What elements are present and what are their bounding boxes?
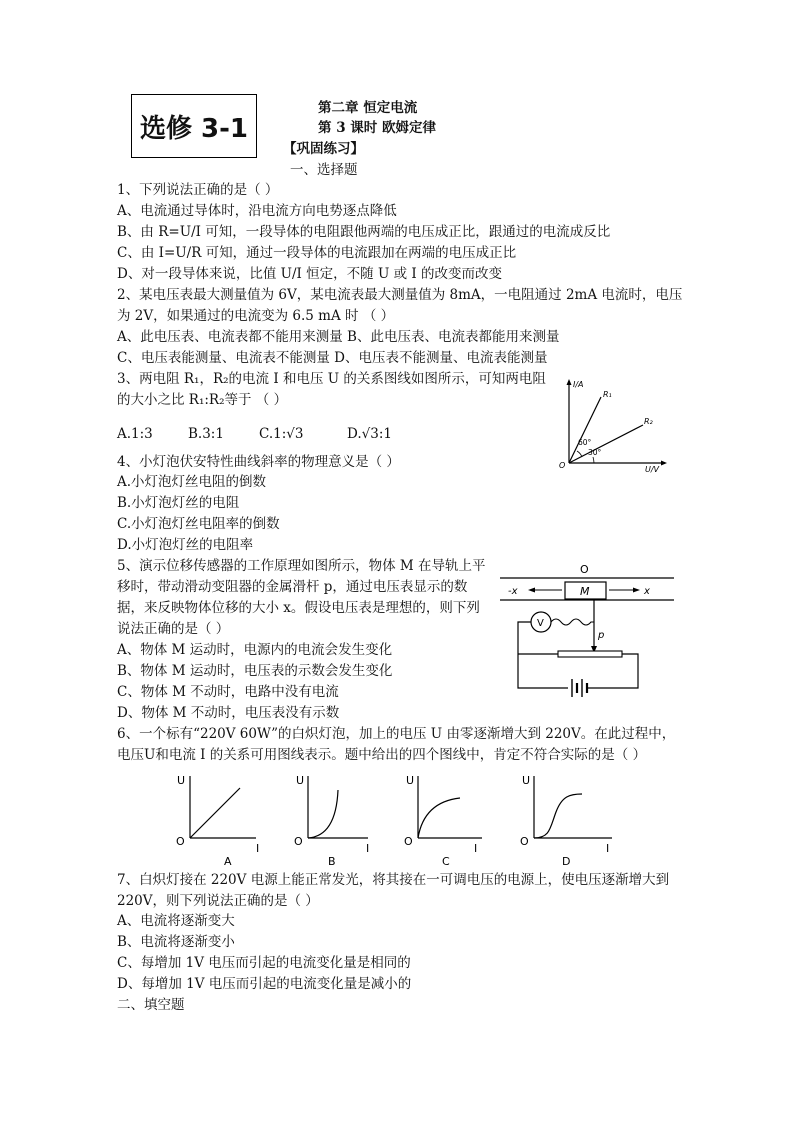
iu-y-arrow bbox=[567, 379, 572, 385]
section-1-heading: 一、选择题 bbox=[290, 162, 358, 178]
graph-a-i-label: I bbox=[256, 842, 260, 855]
graph-c-i-label: I bbox=[474, 842, 478, 855]
ui-graph-c bbox=[404, 774, 482, 868]
q6-stem-2: 电压U和电流 I 的关系可用图线表示。题中给出的四个图线中，肯定不符合实际的是（ ） bbox=[117, 747, 647, 763]
q4-stem: 4、小灯泡伏安特性曲线斜率的物理意义是（ ） bbox=[117, 454, 400, 470]
wire-right bbox=[588, 654, 638, 688]
iu-r2-label: R₂ bbox=[644, 417, 653, 426]
iu-angle-30-label: 30° bbox=[588, 448, 602, 457]
q3-option-a: A.1:3 bbox=[117, 426, 153, 442]
q2-options-cd: C、电压表能测量、电流表不能测量 D、电压表不能测量、电流表能测量 bbox=[117, 350, 548, 366]
q2-options-ab: A、此电压表、电流表都不能用来测量 B、此电压表、电流表都能用来测量 bbox=[117, 329, 560, 345]
q1-option-c: C、由 I=U/R 可知，通过一段导体的电流跟加在两端的电压成正比 bbox=[117, 245, 517, 261]
q4-option-c: C.小灯泡灯丝电阻率的倒数 bbox=[117, 516, 280, 532]
mass-label: M bbox=[580, 585, 590, 598]
iu-origin-label: O bbox=[559, 461, 566, 470]
graph-a-curve bbox=[190, 788, 240, 838]
graph-b-i-label: I bbox=[366, 842, 370, 855]
graph-d-letter: D bbox=[562, 855, 571, 868]
wire-voltmeter-slider bbox=[551, 619, 594, 625]
iu-r1-label: R₁ bbox=[603, 390, 612, 399]
q7-option-d: D、每增加 1V 电压而引起的电流变化量是减小的 bbox=[117, 976, 412, 992]
ui-graph-d bbox=[520, 774, 612, 868]
q4-option-a: A.小灯泡灯丝电阻的倒数 bbox=[117, 474, 267, 490]
iu-x-arrow bbox=[661, 461, 667, 466]
q1-stem: 1、下列说法正确的是（ ） bbox=[117, 182, 279, 198]
q7-stem-1: 7、白炽灯接在 220V 电源上能正常发光，将其接在一可调电压的电源上，使电压逐渐增大到 bbox=[117, 872, 670, 888]
arrow-left-head bbox=[528, 588, 535, 593]
q5-option-d: D、物体 M 不动时，电压表没有示数 bbox=[117, 705, 340, 721]
q3-option-b: B.3:1 bbox=[188, 426, 224, 442]
graph-b-curve bbox=[308, 790, 338, 838]
voltmeter-label: V bbox=[537, 618, 544, 629]
q5-option-c: C、物体 M 不动时，电路中没有电流 bbox=[117, 684, 339, 700]
graph-c-origin: O bbox=[404, 835, 413, 848]
sensor-top-label: O bbox=[580, 563, 589, 576]
pos-x-label: x bbox=[644, 586, 650, 597]
iu-y-label: I/A bbox=[573, 380, 584, 389]
q3-option-d: D.√3:1 bbox=[347, 426, 392, 442]
iu-x-label: U/V bbox=[645, 465, 660, 473]
iu-arc-30 bbox=[593, 457, 594, 463]
q4-option-d: D.小灯泡灯丝的电阻率 bbox=[117, 537, 254, 553]
lesson-title: 第 3 课时 欧姆定律 bbox=[318, 120, 436, 136]
section-2-heading: 二、填空题 bbox=[117, 997, 185, 1013]
iu-arc-60 bbox=[577, 451, 582, 457]
q5-stem-4: 说法正确的是（ ） bbox=[117, 621, 230, 637]
q7-option-c: C、每增加 1V 电压而引起的电流变化量是相同的 bbox=[117, 955, 411, 971]
q1-option-b: B、由 R=U/I 可知，一段导体的电阻跟他两端的电压成正比，跟通过的电流成反比 bbox=[117, 224, 611, 240]
q2-stem-2: 为 2V，如果通过的电流变为 6.5 mA 时 （ ） bbox=[117, 308, 395, 324]
arrow-right-head bbox=[633, 588, 640, 593]
q1-option-a: A、电流通过导体时，沿电流方向电势逐点降低 bbox=[117, 203, 397, 219]
course-title: 选修 3-1 bbox=[139, 113, 249, 144]
ui-graphs-figure bbox=[170, 772, 630, 868]
q5-stem-1: 5、演示位移传感器的工作原理如图所示，物体 M 在导轨上平 bbox=[117, 558, 486, 574]
graph-c-letter: C bbox=[442, 855, 450, 868]
sensor-diagram bbox=[498, 560, 676, 698]
q5-option-b: B、物体 M 运动时，电压表的示数会发生变化 bbox=[117, 663, 393, 679]
slider-label: p bbox=[598, 630, 605, 641]
q7-option-a: A、电流将逐渐变大 bbox=[117, 913, 235, 929]
graph-c-u-label: U bbox=[406, 774, 415, 787]
ui-graph-a bbox=[176, 774, 259, 868]
iu-angle-60-label: 60° bbox=[578, 438, 592, 447]
graph-a-origin: O bbox=[176, 835, 185, 848]
q5-stem-2: 移时，带动滑动变阻器的金属滑杆 p，通过电压表显示的数 bbox=[117, 579, 468, 595]
graph-d-origin: O bbox=[520, 835, 529, 848]
q3-option-c: C.1:√3 bbox=[259, 426, 304, 442]
q7-stem-2: 220V，则下列说法正确的是（ ） bbox=[117, 893, 319, 909]
ui-graph-b bbox=[294, 774, 369, 868]
graph-a-u-label: U bbox=[177, 774, 186, 787]
q5-option-a: A、物体 M 运动时，电源内的电流会发生变化 bbox=[117, 642, 393, 658]
graph-d-u-label: U bbox=[522, 774, 531, 787]
q6-stem-1: 6、一个标有“220V 60W”的白炽灯泡，加上的电压 U 由零逐渐增大到 220V。在此过程中， bbox=[117, 726, 676, 742]
neg-x-label: -x bbox=[508, 586, 518, 597]
graph-b-origin: O bbox=[294, 835, 303, 848]
graph-d-i-label: I bbox=[606, 842, 610, 855]
graph-c-curve bbox=[418, 798, 460, 838]
practice-heading: 【巩固练习】 bbox=[283, 141, 364, 157]
graph-b-u-label: U bbox=[296, 774, 305, 787]
q3-stem-2: 的大小之比 R₁:R₂等于 （ ） bbox=[117, 392, 288, 408]
rheostat bbox=[558, 651, 622, 657]
q3-stem-1: 3、两电阻 R₁，R₂的电流 I 和电压 U 的关系图线如图所示，可知两电阻 bbox=[117, 371, 546, 387]
graph-d-curve bbox=[534, 794, 582, 838]
graph-a-letter: A bbox=[224, 855, 232, 868]
chapter-title: 第二章 恒定电流 bbox=[318, 100, 418, 116]
iu-graph-figure bbox=[555, 375, 675, 473]
q2-stem-1: 2、某电压表最大测量值为 6V，某电流表最大测量值为 8mA，一电阻通过 2mA 电流时，电压 bbox=[117, 287, 683, 303]
course-title-box bbox=[131, 94, 257, 158]
q5-stem-3: 据，来反映物体位移的大小 x。假设电压表是理想的，则下列 bbox=[117, 600, 480, 616]
q4-option-b: B.小灯泡灯丝的电阻 bbox=[117, 495, 240, 511]
q1-option-d: D、对一段导体来说，比值 U/I 恒定，不随 U 或 I 的改变而改变 bbox=[117, 266, 503, 282]
graph-b-letter: B bbox=[328, 855, 336, 868]
q7-option-b: B、电流将逐渐变小 bbox=[117, 934, 235, 950]
